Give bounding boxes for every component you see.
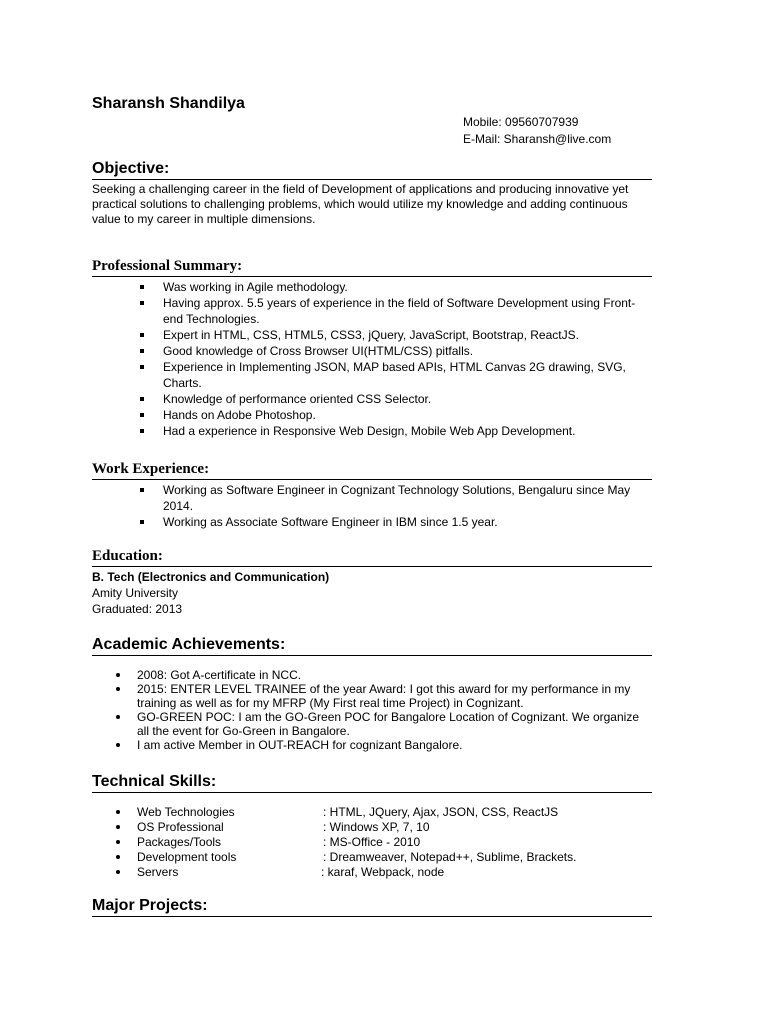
email-address: E-Mail: Sharansh@live.com xyxy=(463,132,612,146)
education-heading: Education: xyxy=(92,548,652,567)
academic-achievements-heading: Academic Achievements: xyxy=(92,636,652,656)
skill-row xyxy=(92,865,652,880)
education-section xyxy=(92,548,652,617)
list-item: Experience in Implementing JSON, MAP based APIs, HTML Canvas 2G drawing, SVG, Charts. xyxy=(92,359,652,391)
list-item: I am active Member in OUT-REACH for cognizant Bangalore. xyxy=(92,738,652,752)
list-item: Working as Software Engineer in Cognizant Technology Solutions, Bengaluru since May 2014. xyxy=(92,482,652,514)
objective-section xyxy=(92,160,652,227)
list-item: Knowledge of performance oriented CSS Selector. xyxy=(92,391,652,407)
skill-name: Web Technologies xyxy=(137,805,235,819)
skill-row xyxy=(92,805,652,820)
skill-name: Servers xyxy=(137,865,179,879)
objective-heading: Objective: xyxy=(92,160,652,180)
skill-value: : Dreamweaver, Notepad++, Sublime, Brackets. xyxy=(323,850,577,864)
university: Amity University xyxy=(92,586,179,600)
list-item: 2008: Got A-certificate in NCC. xyxy=(92,668,652,682)
list-item: Expert in HTML, CSS, HTML5, CSS3, jQuery, JavaScript, Bootstrap, ReactJS. xyxy=(92,327,652,343)
objective-text: Seeking a challenging career in the field of Development of applications and producing innovative yet practical solutions to challenging problems, which would utilize my knowledge and adding continuous value to my career in multiple dimensions. xyxy=(92,182,629,226)
list-item: Had a experience in Responsive Web Design, Mobile Web App Development. xyxy=(92,423,652,439)
work-experience-section xyxy=(92,461,652,530)
list-item: Having approx. 5.5 years of experience in the field of Software Development using Front-end Technologies. xyxy=(92,295,652,327)
skill-value: : karaf, Webpack, node xyxy=(321,865,445,879)
achievements-list xyxy=(92,668,652,752)
skill-name: OS Professional xyxy=(137,820,224,834)
professional-summary-section xyxy=(92,258,652,439)
skill-row xyxy=(92,835,652,850)
skill-row xyxy=(92,850,652,865)
professional-summary-heading: Professional Summary: xyxy=(92,258,652,277)
skill-name: Development tools xyxy=(137,850,237,864)
degree: B. Tech (Electronics and Communication) xyxy=(92,570,330,584)
skill-value: : MS-Office - 2010 xyxy=(323,835,421,849)
work-list xyxy=(92,482,652,530)
technical-skills-section xyxy=(92,773,652,880)
major-projects-heading: Major Projects: xyxy=(92,897,652,917)
skills-list xyxy=(92,805,652,880)
list-item: 2015: ENTER LEVEL TRAINEE of the year Award: I got this award for my performance in my training as well as for my MFRP (My First real time Project) in Cognizant. xyxy=(92,682,652,710)
graduation-year: Graduated: 2013 xyxy=(92,602,183,616)
skill-name: Packages/Tools xyxy=(137,835,222,849)
skill-row xyxy=(92,820,652,835)
academic-achievements-section xyxy=(92,636,652,752)
contact-block xyxy=(463,114,611,148)
list-item: GO-GREEN POC: I am the GO-Green POC for Bangalore Location of Cognizant. We organize all the event for Go-Green in Bangalore. xyxy=(92,710,652,738)
list-item: Working as Associate Software Engineer in IBM since 1.5 year. xyxy=(92,514,652,530)
work-experience-heading: Work Experience: xyxy=(92,461,652,480)
list-item: Hands on Adobe Photoshop. xyxy=(92,407,652,423)
major-projects-section xyxy=(92,897,652,917)
candidate-name: Sharansh Shandilya xyxy=(92,95,245,112)
mobile-number: Mobile: 09560707939 xyxy=(463,115,579,129)
list-item: Was working in Agile methodology. xyxy=(92,279,652,295)
summary-list xyxy=(92,279,652,439)
technical-skills-heading: Technical Skills: xyxy=(92,773,652,793)
skill-value: : Windows XP, 7, 10 xyxy=(323,820,430,834)
skill-value: : HTML, JQuery, Ajax, JSON, CSS, ReactJS xyxy=(323,805,559,819)
list-item: Good knowledge of Cross Browser UI(HTML/CSS) pitfalls. xyxy=(92,343,652,359)
